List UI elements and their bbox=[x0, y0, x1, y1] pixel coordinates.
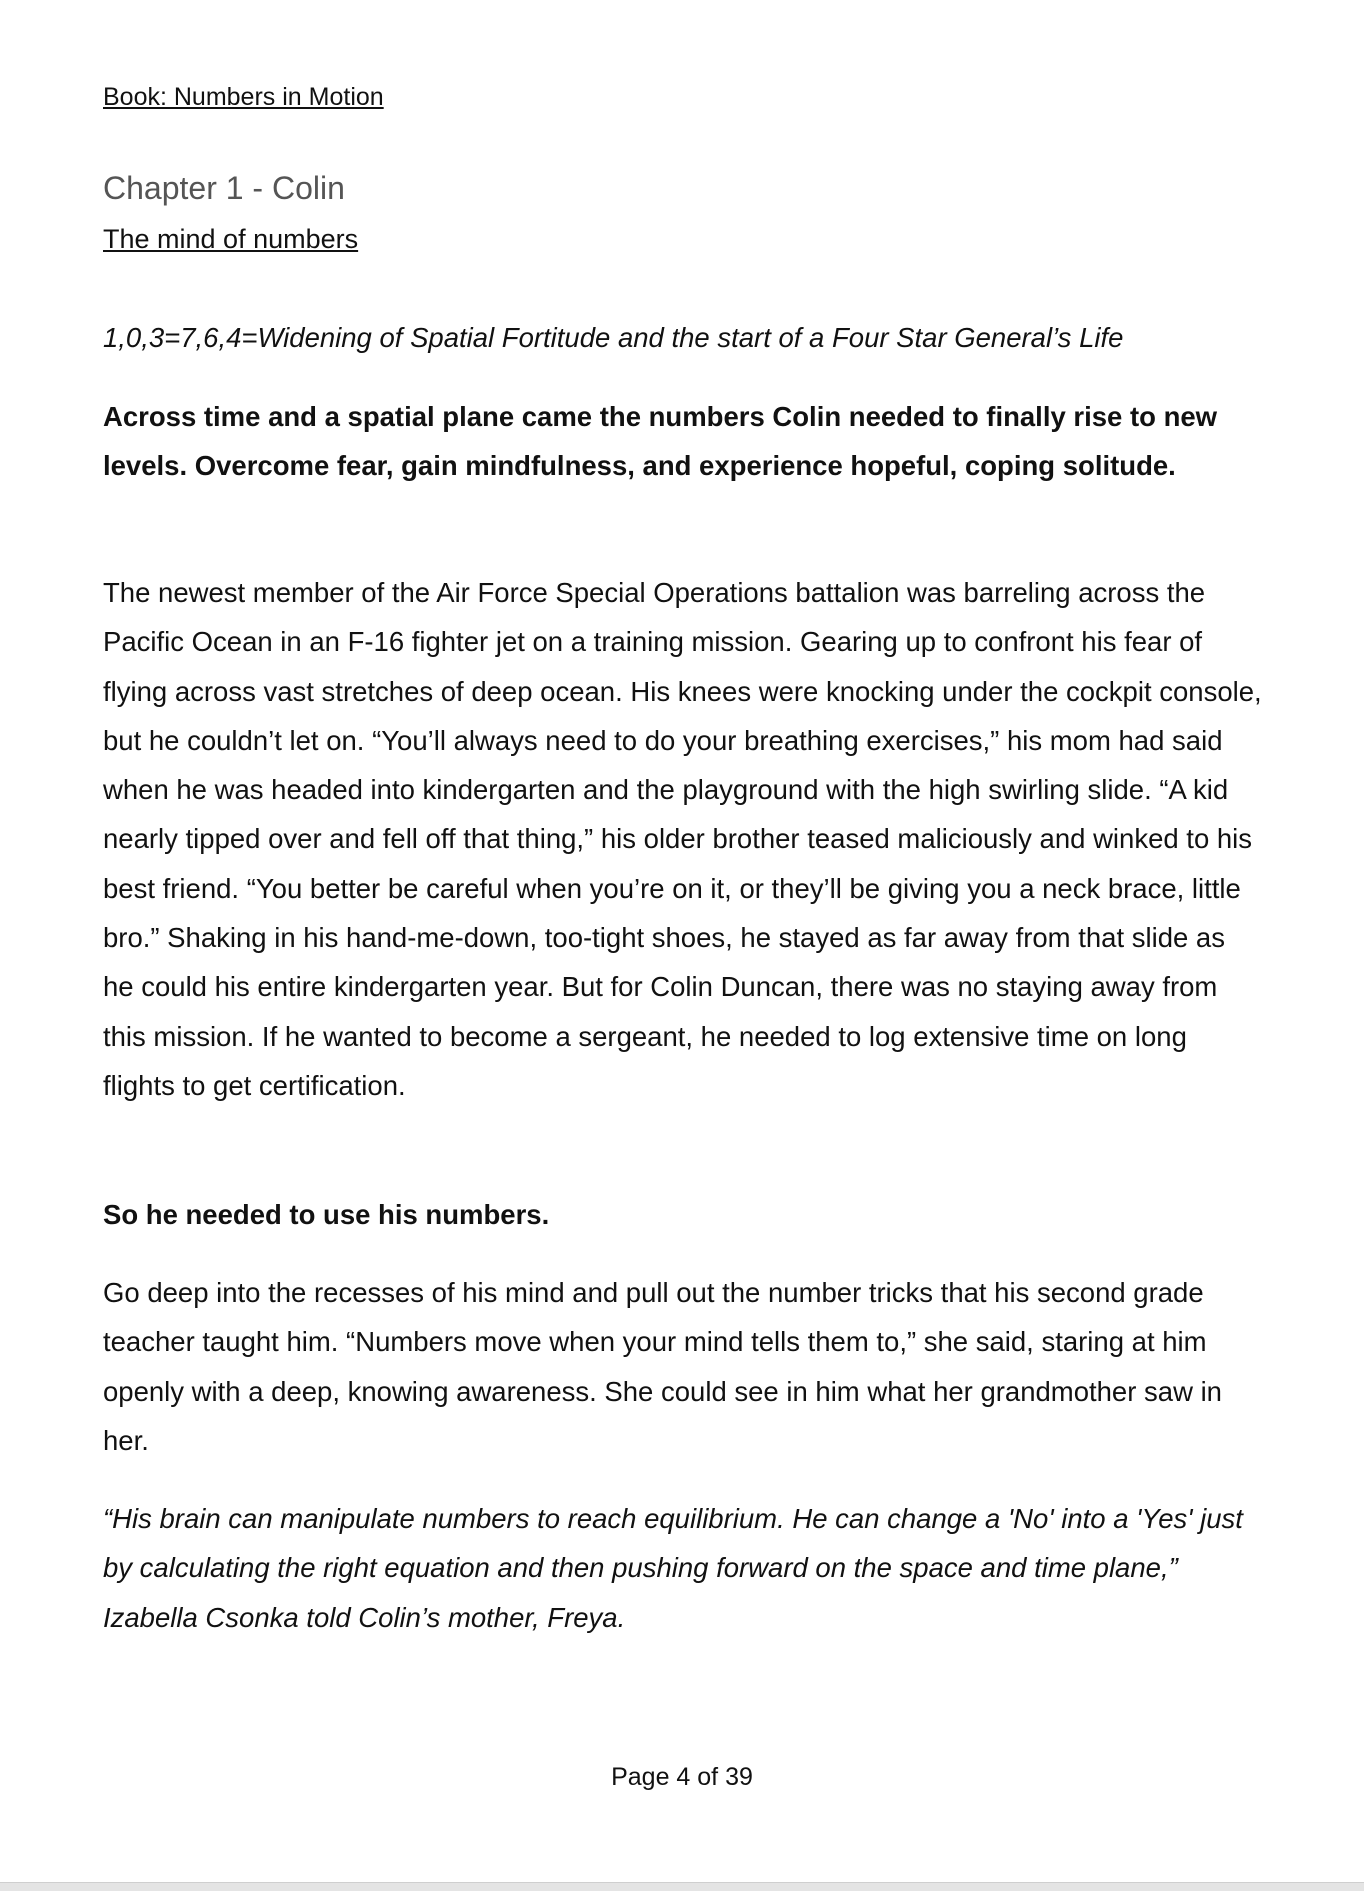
equation-line: 1,0,3=7,6,4=Widening of Spatial Fortitude and the start of a Four Star General’s Life bbox=[103, 322, 1124, 353]
emphasis-paragraph: So he needed to use his numbers. bbox=[103, 1199, 550, 1230]
intro-paragraph: Across time and a spatial plane came the numbers Colin needed to finally rise to new levels. Overcome fear, gain mindfulness, and experience hopeful, coping solitude. bbox=[103, 401, 1218, 482]
book-title: Book: Numbers in Motion bbox=[103, 83, 384, 111]
chapter-subtitle: The mind of numbers bbox=[103, 224, 359, 254]
page-number: Page 4 of 39 bbox=[611, 1763, 753, 1791]
quote-paragraph: “His brain can manipulate numbers to reach equilibrium. He can change a 'No' into a 'Yes' just by calculating the right equation and then pushing forward on the space and time plane,” Izabella Csonka told Colin’s mother, Freya. bbox=[103, 1503, 1243, 1633]
chapter-title: Chapter 1 - Colin bbox=[103, 170, 345, 206]
body-paragraph: The newest member of the Air Force Special Operations battalion was barreling across the Pacific Ocean in an F-16 fighter jet on a training mission. Gearing up to confront his fear of flying across vast stretches of deep ocean. His knees were knocking under the cockpit console, but he couldn’t let on. “You’ll always need to do your breathing exercises,” his mom had said when he was headed into kindergarten and the playground with the high swirling slide. “A kid nearly tipped over and fell off that thing,” his older brother teased maliciously and winked to his best friend. “You better be careful when you’re on it, or they’ll be giving you a neck brace, little bro.” Shaking in his hand-me-down, too-tight shoes, he stayed as far away from that slide as he could his entire kindergarten year. But for Colin Duncan, there was no staying away from this mission. If he wanted to become a sergeant, he needed to log extensive time on long flights to get certification. bbox=[103, 577, 1262, 1101]
body-paragraph: Go deep into the recesses of his mind and pull out the number tricks that his second grade teacher taught him. “Numbers move when your mind tells them to,” she said, staring at him openly with a deep, knowing awareness. She could see in him what her grandmother saw in her. bbox=[103, 1277, 1222, 1456]
